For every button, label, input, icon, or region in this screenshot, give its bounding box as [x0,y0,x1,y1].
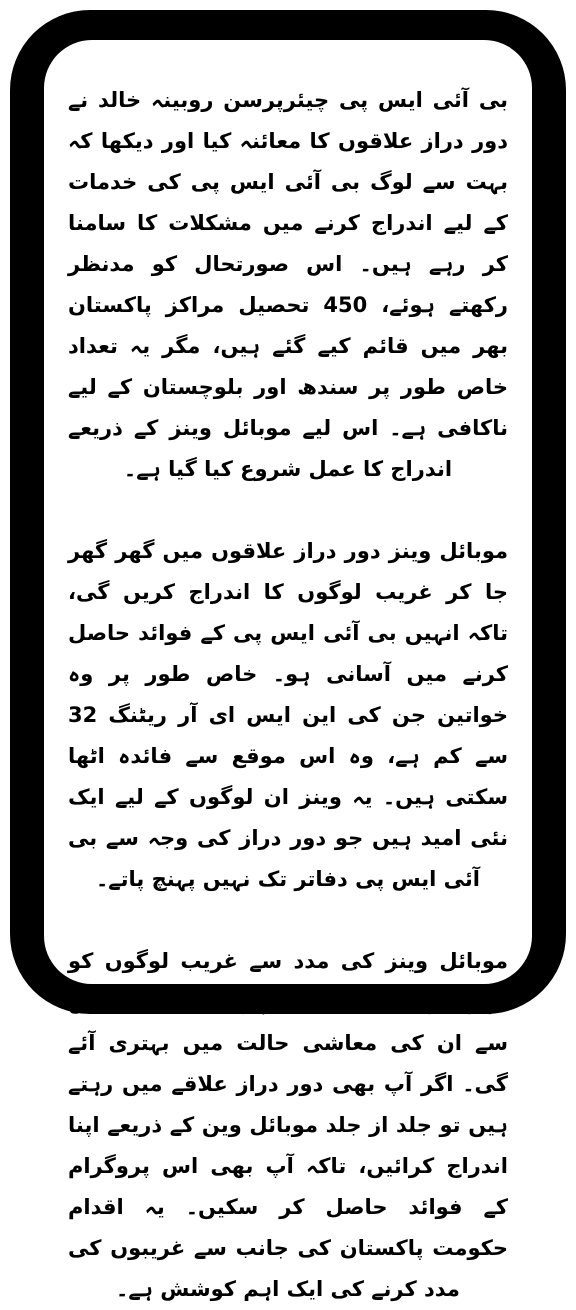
article-body [68,80,508,1310]
paragraph-2: موبائل وینز دور دراز علاقوں میں گھر گھر جا کر غریب لوگوں کا اندراج کریں گی، تاکہ انہیں بی آئی ایس پی کے فوائد حاصل کرنے میں آسانی ہو۔ خاص طور پر وہ خواتین جن کی این ایس ای آر ریٹنگ 32 سے کم ہے، وہ اس موقع سے فائدہ اٹھا سکتی ہیں۔ یہ وینز ان لوگوں کے لیے ایک نئی امید ہیں جو دور دراز کی وجہ سے بی آئی ایس پی دفاتر تک نہیں پہنچ پاتے۔ [68,539,508,891]
paragraph-spacer [68,490,508,531]
phone-frame [10,10,566,1301]
paragraph-spacer [68,900,508,941]
phone-screen [44,40,532,1301]
paragraph-1: بی آئی ایس پی چیئرپرسن روبینہ خالد نے دور دراز علاقوں کا معائنہ کیا اور دیکھا کہ بہت سے لوگ بی آئی ایس پی کی خدمات کے لیے اندراج کرنے میں مشکلات کا سامنا کر رہے ہیں۔ اس صورتحال کو مدنظر رکھتے ہوئے، 450 تحصیل مراکز پاکستان بھر میں قائم کیے گئے ہیں، مگر یہ تعداد خاص طور پر سندھ اور بلوچستان کے لیے ناکافی ہے۔ اس لیے موبائل وینز کے ذریعے اندراج کا عمل شروع کیا گیا ہے۔ [68,88,508,481]
paragraph-3: موبائل وینز کی مدد سے غریب لوگوں کو گھر بیٹھے اندراج کی سہولت ملے گی، جس سے ان کی معاشی حالت میں بہتری آئے گی۔ اگر آپ بھی دور دراز علاقے میں رہتے ہیں تو جلد از جلد موبائل وین کے ذریعے اپنا اندراج کرائیں، تاکہ آپ بھی اس پروگرام کے فوائد حاصل کر سکیں۔ یہ اقدام حکومت پاکستان کی جانب سے غریبوں کی مدد کرنے کی ایک اہم کوشش ہے۔ [68,949,508,1301]
